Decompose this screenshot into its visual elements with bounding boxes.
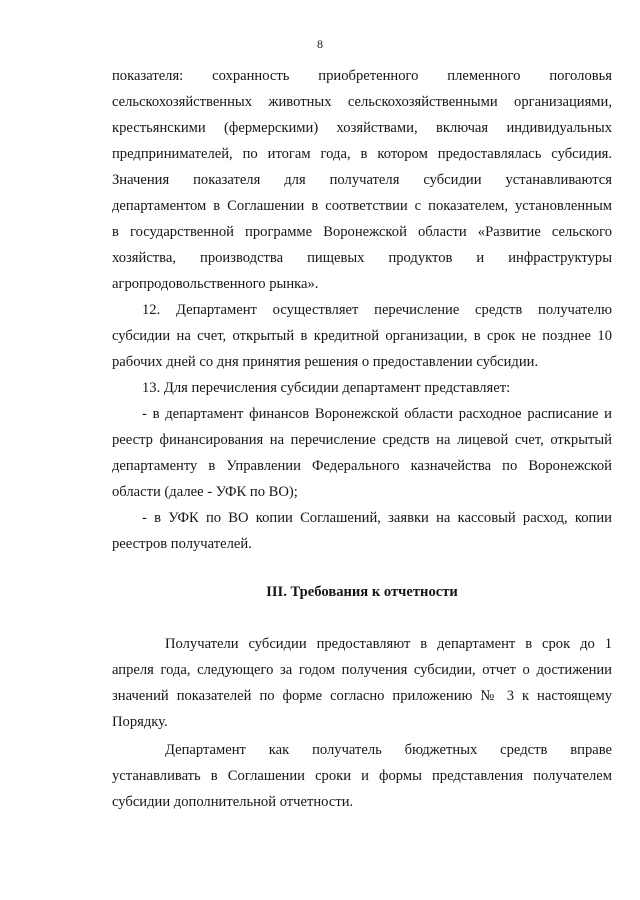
text-line: субсидии на счет, открытый в кредитной организации, в срок не позднее 10 bbox=[112, 328, 612, 344]
text-line: департаментом в Соглашении в соответствии с показателем, установленным bbox=[112, 198, 612, 214]
text-line: предпринимателей, по итогам года, в котором предоставлялась субсидия. bbox=[112, 146, 612, 162]
text-line: Получатели субсидии предоставляют в департамент в срок до 1 bbox=[165, 636, 612, 652]
text-line: устанавливать в Соглашении сроки и формы представления получателем bbox=[112, 768, 612, 784]
text-line: 12. Департамент осуществляет перечисление средств получателю bbox=[142, 302, 612, 318]
text-line: реестров получателей. bbox=[112, 536, 252, 552]
text-line: Департамент как получатель бюджетных средств вправе bbox=[165, 742, 612, 758]
text-line: департаменту в Управлении Федерального казначейства по Воронежской bbox=[112, 458, 612, 474]
text-line: сельскохозяйственных животных сельскохозяйственными организациями, bbox=[112, 94, 612, 110]
text-line: рабочих дней со дня принятия решения о предоставлении субсидии. bbox=[112, 354, 539, 370]
text-line: Значения показателя для получателя субсидии устанавливаются bbox=[112, 172, 612, 188]
text-line: хозяйства, производства пищевых продуктов и инфраструктуры bbox=[112, 250, 612, 266]
text-line: субсидии дополнительной отчетности. bbox=[112, 794, 354, 810]
page-number: 8 bbox=[317, 37, 323, 51]
text-line: значений показателей по форме согласно приложению № 3 к настоящему bbox=[112, 688, 612, 704]
section-heading: III. Требования к отчетности bbox=[266, 584, 458, 600]
text-line: апреля года, следующего за годом получения субсидии, отчет о достижении bbox=[112, 662, 612, 678]
text-line: агропродовольственного рынка». bbox=[112, 276, 319, 292]
text-line: - в УФК по ВО копии Соглашений, заявки на кассовый расход, копии bbox=[142, 510, 612, 526]
text-line: в государственной программе Воронежской области «Развитие сельского bbox=[112, 224, 612, 240]
text-line: Порядку. bbox=[112, 714, 168, 730]
text-line: крестьянскими (фермерскими) хозяйствами, включая индивидуальных bbox=[112, 120, 612, 136]
text-line: - в департамент финансов Воронежской области расходное расписание и bbox=[142, 406, 612, 422]
text-line: 13. Для перечисления субсидии департамент представляет: bbox=[142, 380, 511, 396]
text-line: области (далее - УФК по ВО); bbox=[112, 484, 298, 500]
text-line: реестр финансирования на перечисление средств на лицевой счет, открытый bbox=[112, 432, 612, 448]
text-line: показателя: сохранность приобретенного племенного поголовья bbox=[112, 68, 612, 84]
